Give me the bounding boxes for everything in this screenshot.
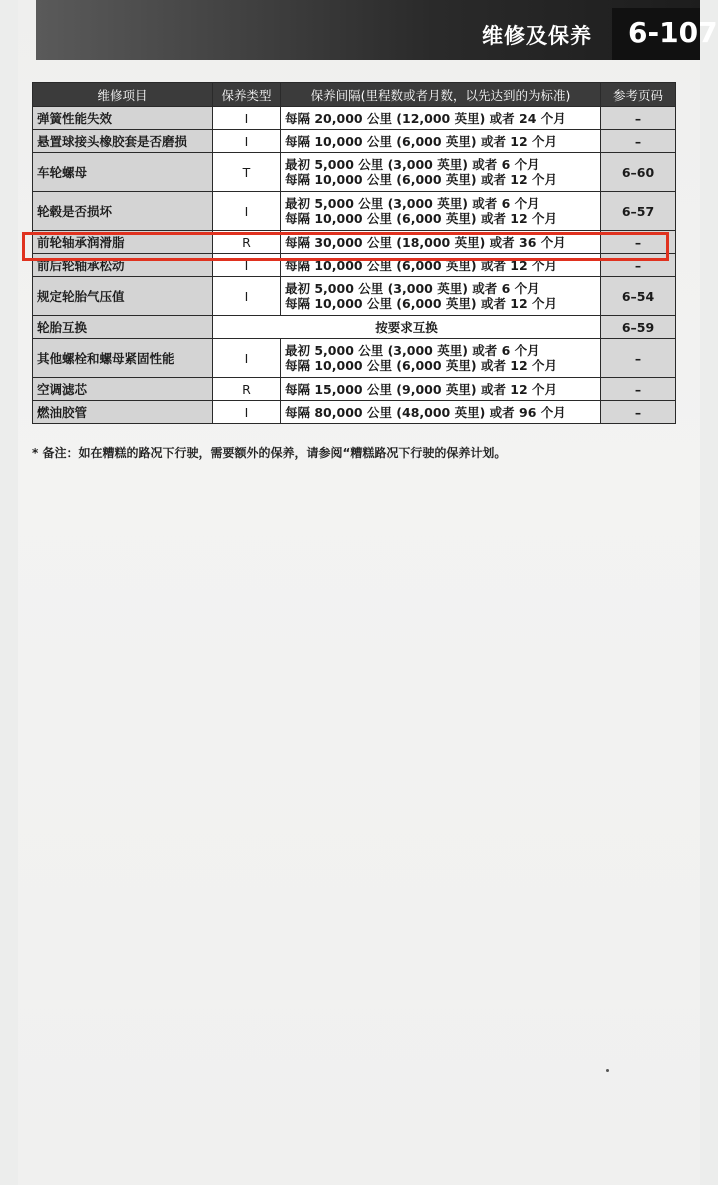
header-interval: 保养间隔(里程数或者月数，以先达到的为标准) bbox=[281, 83, 601, 107]
table-row bbox=[33, 107, 676, 130]
row-interval bbox=[281, 192, 601, 231]
row-interval bbox=[281, 107, 601, 130]
row-interval bbox=[281, 277, 601, 316]
interval-line: 最初 5,000 公里 (3,000 英里) 或者 6 个月 bbox=[285, 157, 540, 172]
table-row bbox=[33, 378, 676, 401]
row-ref: – bbox=[601, 107, 676, 130]
interval-line: 最初 5,000 公里 (3,000 英里) 或者 6 个月 bbox=[285, 343, 540, 358]
row-type: R bbox=[213, 231, 281, 254]
interval-line: 最初 5,000 公里 (3,000 英里) 或者 6 个月 bbox=[285, 281, 540, 296]
row-item: 轮毂是否损坏 bbox=[33, 192, 213, 231]
row-type: I bbox=[213, 130, 281, 153]
table-row bbox=[33, 130, 676, 153]
row-type: I bbox=[213, 107, 281, 130]
row-ref: – bbox=[601, 378, 676, 401]
row-item: 其他螺栓和螺母紧固性能 bbox=[33, 339, 213, 378]
row-item: 悬置球接头橡胶套是否磨损 bbox=[33, 130, 213, 153]
row-ref: – bbox=[601, 130, 676, 153]
header-band bbox=[36, 0, 700, 60]
row-type: I bbox=[213, 277, 281, 316]
interval-line: 每隔 10,000 公里 (6,000 英里) 或者 12 个月 bbox=[285, 133, 558, 149]
row-item: 燃油胶管 bbox=[33, 401, 213, 424]
interval-line: 每隔 10,000 公里 (6,000 英里) 或者 12 个月 bbox=[285, 172, 558, 187]
row-ref: 6–60 bbox=[601, 153, 676, 192]
interval-line: 每隔 10,000 公里 (6,000 英里) 或者 12 个月 bbox=[285, 211, 558, 226]
section-title: 维修及保养 bbox=[482, 24, 592, 48]
row-interval bbox=[281, 401, 601, 424]
header-item: 维修项目 bbox=[33, 83, 213, 107]
interval-line: 每隔 30,000 公里 (18,000 英里) 或者 36 个月 bbox=[285, 234, 566, 250]
highlight-box bbox=[22, 232, 669, 261]
table-row bbox=[33, 192, 676, 231]
row-ref: 6–57 bbox=[601, 192, 676, 231]
interval-line: 每隔 10,000 公里 (6,000 英里) 或者 12 个月 bbox=[285, 358, 558, 373]
interval-line: 每隔 20,000 公里 (12,000 英里) 或者 24 个月 bbox=[285, 110, 566, 126]
row-ref: – bbox=[601, 231, 676, 254]
row-interval bbox=[281, 378, 601, 401]
row-type: I bbox=[213, 339, 281, 378]
table-row bbox=[33, 316, 676, 339]
row-interval bbox=[281, 153, 601, 192]
interval-line: 每隔 10,000 公里 (6,000 英里) 或者 12 个月 bbox=[285, 296, 558, 311]
table-row bbox=[33, 277, 676, 316]
table-header-row bbox=[33, 83, 676, 107]
footnote: * 备注：如在糟糕的路况下行驶，需要额外的保养，请参阅“糟糕路况下行驶的保养计划。 bbox=[32, 446, 507, 460]
row-interval bbox=[281, 339, 601, 378]
row-ref: – bbox=[601, 339, 676, 378]
row-interval-merged bbox=[213, 316, 601, 339]
row-ref: – bbox=[601, 254, 676, 277]
row-item: 弹簧性能失效 bbox=[33, 107, 213, 130]
row-type: T bbox=[213, 153, 281, 192]
header-type: 保养类型 bbox=[213, 83, 281, 107]
row-type: R bbox=[213, 378, 281, 401]
row-item: 前轮轴承润滑脂 bbox=[33, 231, 213, 254]
paper-speck bbox=[606, 1069, 609, 1072]
interval-line: 按要求互换 bbox=[375, 319, 438, 335]
header-ref: 参考页码 bbox=[601, 83, 676, 107]
interval-line: 每隔 10,000 公里 (6,000 英里) 或者 12 个月 bbox=[285, 257, 558, 273]
row-type: I bbox=[213, 254, 281, 277]
interval-line: 最初 5,000 公里 (3,000 英里) 或者 6 个月 bbox=[285, 196, 540, 211]
row-interval bbox=[281, 130, 601, 153]
row-ref: 6–54 bbox=[601, 277, 676, 316]
table-row bbox=[33, 153, 676, 192]
interval-line: 每隔 15,000 公里 (9,000 英里) 或者 12 个月 bbox=[285, 381, 558, 397]
page-number: 6-107 bbox=[628, 16, 718, 49]
row-type: I bbox=[213, 192, 281, 231]
row-ref: – bbox=[601, 401, 676, 424]
interval-line: 每隔 80,000 公里 (48,000 英里) 或者 96 个月 bbox=[285, 404, 566, 420]
row-item: 车轮螺母 bbox=[33, 153, 213, 192]
row-item: 轮胎互换 bbox=[33, 316, 213, 339]
row-item: 空调滤芯 bbox=[33, 378, 213, 401]
row-type: I bbox=[213, 401, 281, 424]
table-row bbox=[33, 339, 676, 378]
row-ref: 6–59 bbox=[601, 316, 676, 339]
row-item: 规定轮胎气压值 bbox=[33, 277, 213, 316]
table-row bbox=[33, 401, 676, 424]
row-item: 前后轮轴承松动 bbox=[33, 254, 213, 277]
